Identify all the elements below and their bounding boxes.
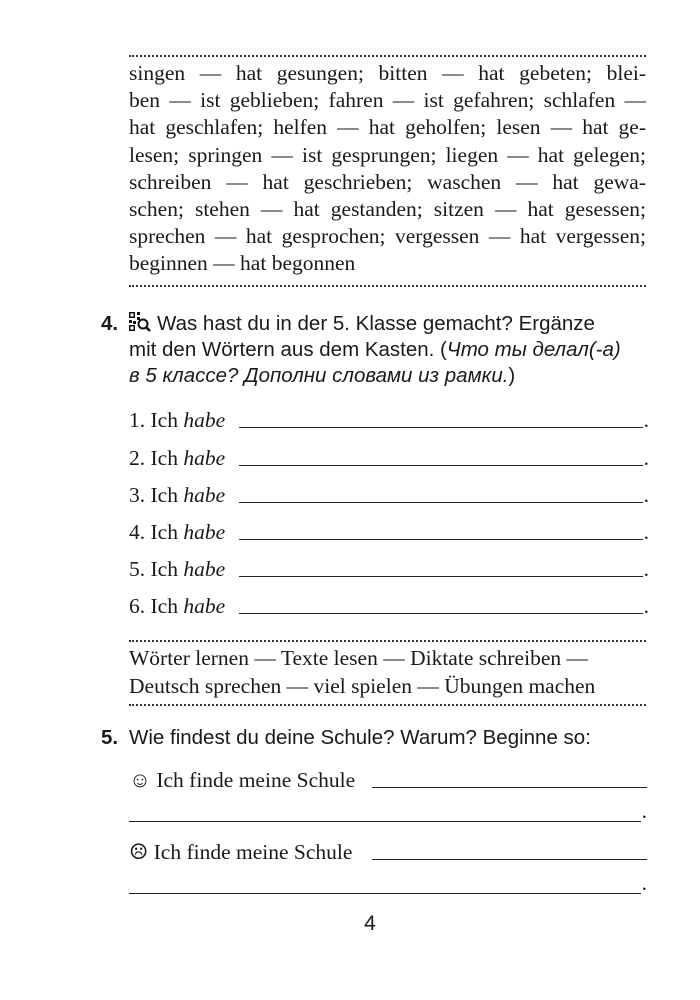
row-verb: habe: [183, 594, 226, 618]
verb-forms-line: hat geschlafen; helfen — hat geholfen; lesen — hat ge-: [129, 115, 646, 140]
answer-line[interactable]: [372, 859, 647, 860]
verb-forms-line: lesen; springen — ist gesprungen; liegen — hat gelegen;: [129, 142, 646, 167]
qr-search-icon: [129, 312, 151, 332]
row-end: .: [641, 799, 647, 823]
answer-row-2[interactable]: [129, 444, 649, 472]
box-top-border: [129, 640, 646, 642]
smile-prompt: ☺ Ich finde meine Schule: [129, 768, 356, 792]
task-number: 5.: [101, 726, 119, 749]
row-number: 3.: [129, 483, 146, 507]
page-number: 4: [364, 912, 376, 935]
answer-row-smile[interactable]: [129, 766, 647, 794]
task-number: 4.: [101, 312, 119, 335]
row-ich: Ich: [150, 446, 178, 470]
answer-line[interactable]: [239, 427, 643, 428]
answer-line[interactable]: [372, 787, 647, 788]
row-verb: habe: [183, 557, 226, 581]
task-5-heading: [101, 725, 661, 751]
answer-line[interactable]: [239, 465, 643, 466]
verb-forms-line: ben — ist geblieben; fahren — ist gefahren; schlafen —: [129, 88, 646, 113]
verb-forms-line: beginnen — hat begonnen: [129, 251, 356, 276]
answer-line[interactable]: [239, 539, 643, 540]
row-ich: Ich: [150, 557, 178, 581]
task-4-prompt-ru: Что ты делал(-а): [446, 338, 621, 361]
task-5-question: Wie findest du deine Schule? Warum? Beginne so:: [129, 726, 591, 749]
row-end: .: [643, 520, 649, 544]
box-top-border: [129, 55, 646, 57]
word-box-line: Deutsch sprechen — viel spielen — Übungen machen: [129, 673, 596, 698]
row-end: .: [643, 446, 649, 470]
row-number: 6.: [129, 594, 146, 618]
verb-forms-line: schen; stehen — hat gestanden; sitzen — hat gesessen;: [129, 197, 646, 222]
row-ich: Ich: [150, 520, 178, 544]
answer-row-frown[interactable]: [129, 838, 647, 866]
row-end: .: [641, 871, 647, 895]
closing-paren: ): [508, 364, 516, 387]
answer-row-4[interactable]: [129, 518, 649, 546]
answer-line[interactable]: [129, 821, 641, 822]
task-4-prompt: Was hast du in der 5. Klasse gemacht? Ergänze: [157, 312, 595, 335]
task-4-prompt-ru-cont: в 5 классе? Дополни словами из рамки.: [129, 364, 509, 387]
box-bottom-border: [129, 285, 646, 287]
frown-prompt: ☹ Ich finde meine Schule: [129, 840, 353, 864]
answer-row-frown-cont[interactable]: [129, 871, 647, 901]
row-number: 2.: [129, 446, 146, 470]
row-ich: Ich: [150, 594, 178, 618]
row-end: .: [643, 408, 649, 432]
row-number: 1.: [129, 408, 146, 432]
answer-row-smile-cont[interactable]: [129, 799, 647, 829]
row-number: 4.: [129, 520, 146, 544]
verb-forms-line: schreiben — hat geschrieben; waschen — hat gewa-: [129, 169, 646, 194]
answer-row-1[interactable]: [129, 406, 649, 434]
answer-line[interactable]: [129, 893, 641, 894]
answer-line[interactable]: [239, 502, 643, 503]
answer-line[interactable]: [239, 576, 643, 577]
row-end: .: [643, 483, 649, 507]
word-box-line: Wörter lernen — Texte lesen — Diktate schreiben —: [129, 646, 588, 670]
verb-forms-line: singen — hat gesungen; bitten — hat gebeten; blei-: [129, 61, 646, 85]
row-verb: habe: [183, 408, 226, 432]
row-number: 5.: [129, 557, 146, 581]
verb-forms-line: sprechen — hat gesprochen; vergessen — hat vergessen;: [129, 224, 646, 249]
row-end: .: [643, 557, 649, 581]
row-verb: habe: [183, 520, 226, 544]
verb-forms-box: [129, 60, 646, 278]
answer-row-3[interactable]: [129, 481, 649, 509]
task-4-prompt-de: mit den Wörtern aus dem Kasten. (: [129, 338, 447, 361]
word-box: [129, 645, 646, 700]
row-verb: habe: [183, 483, 226, 507]
box-bottom-border: [129, 704, 646, 706]
row-ich: Ich: [150, 408, 178, 432]
task-4-heading: [101, 311, 661, 389]
answer-line[interactable]: [239, 613, 643, 614]
answer-row-6[interactable]: [129, 592, 649, 620]
row-verb: habe: [183, 446, 226, 470]
row-end: .: [643, 594, 649, 618]
row-ich: Ich: [150, 483, 178, 507]
answer-row-5[interactable]: [129, 555, 649, 583]
